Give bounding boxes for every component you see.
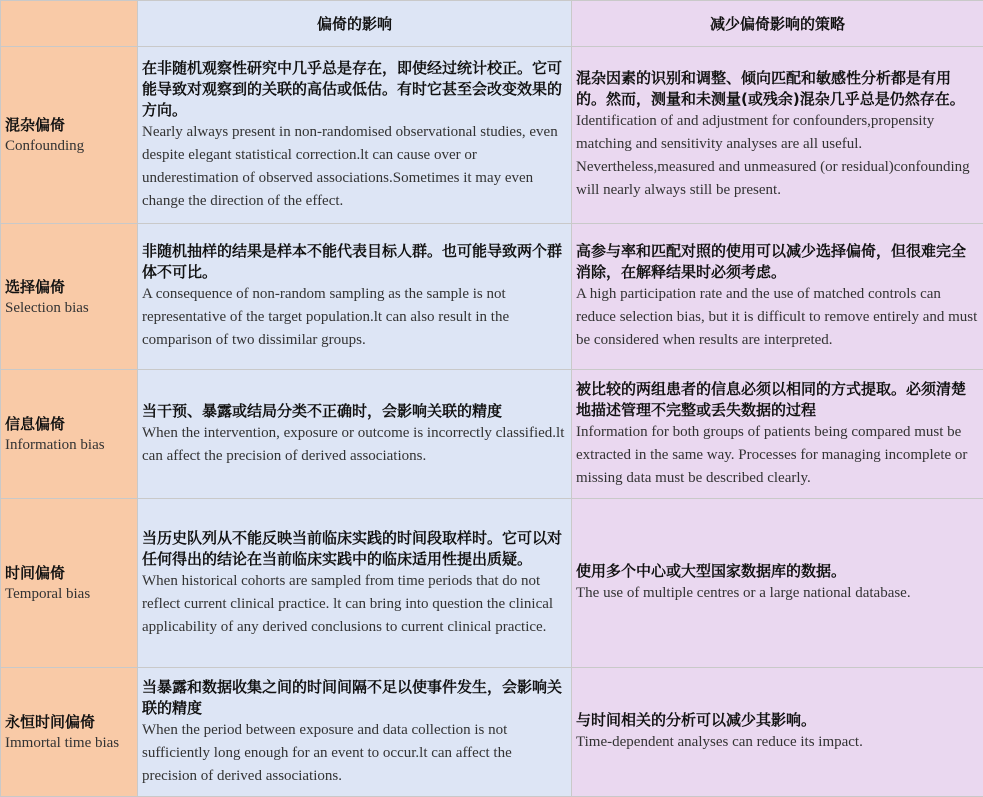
bias-type-cell <box>1 370 138 499</box>
header-effect: 偏倚的影响 <box>138 1 572 47</box>
bias-name-zh: 信息偏倚 <box>5 413 133 435</box>
effect-cell <box>138 224 572 370</box>
strategy-text-zh: 被比较的两组患者的信息必须以相同的方式提取。必须清楚地描述管理不完整或丢失数据的过程 <box>576 379 979 421</box>
strategy-text-en: Time-dependent analyses can reduce its impact. <box>576 731 979 754</box>
strategy-text-zh: 混杂因素的识别和调整、倾向匹配和敏感性分析都是有用的。然而，测量和未测量(或残余)混杂几乎总是仍然存在。 <box>576 68 979 110</box>
strategy-cell <box>572 224 983 370</box>
bias-type-cell <box>1 668 138 797</box>
effect-text-zh: 当干预、暴露或结局分类不正确时，会影响关联的精度 <box>142 401 567 422</box>
effect-cell <box>138 499 572 668</box>
effect-cell <box>138 668 572 797</box>
bias-name-en: Temporal bias <box>5 584 133 604</box>
bias-name-zh: 时间偏倚 <box>5 562 133 584</box>
bias-name-zh: 混杂偏倚 <box>5 114 133 136</box>
bias-name-en: Selection bias <box>5 298 133 318</box>
bias-type-cell <box>1 499 138 668</box>
effect-text-en: Nearly always present in non-randomised observational studies, even despite elegant statistical correction.lt can cause over or underestimation of observed associations.Sometimes it may even change the direction of the effect. <box>142 121 567 213</box>
header-strategy: 减少偏倚影响的策略 <box>572 1 983 47</box>
effect-text-en: A consequence of non-random sampling as the sample is not representative of the target population.lt can also result in the comparison of two dissimilar groups. <box>142 283 567 352</box>
effect-text-en: When historical cohorts are sampled from time periods that do not reflect current clinical practice. lt can bring into question the clinical applicability of any derived conclusions to current clinical practice. <box>142 570 567 639</box>
bias-name-zh: 永恒时间偏倚 <box>5 711 133 733</box>
table-row <box>1 499 983 668</box>
strategy-text-en: Information for both groups of patients being compared must be extracted in the same way. Processes for managing incomplete or missing data must be described clearly. <box>576 421 979 490</box>
table-row <box>1 224 983 370</box>
header-empty-cell <box>1 1 138 47</box>
strategy-text-zh: 使用多个中心或大型国家数据库的数据。 <box>576 561 979 582</box>
strategy-text-en: The use of multiple centres or a large national database. <box>576 582 979 605</box>
effect-text-zh: 当历史队列从不能反映当前临床实践的时间段取样时。它可以对任何得出的结论在当前临床实践中的临床适用性提出质疑。 <box>142 528 567 570</box>
effect-text-en: When the intervention, exposure or outcome is incorrectly classified.lt can affect the precision of derived associations. <box>142 422 567 468</box>
bias-name-en: Information bias <box>5 435 133 455</box>
effect-text-zh: 在非随机观察性研究中几乎总是存在，即使经过统计校正。它可能导致对观察到的关联的高估或低估。有时它甚至会改变效果的方向。 <box>142 58 567 121</box>
effect-cell <box>138 370 572 499</box>
table-row <box>1 668 983 797</box>
strategy-cell <box>572 499 983 668</box>
strategy-text-zh: 高参与率和匹配对照的使用可以减少选择偏倚，但很难完全消除，在解释结果时必须考虑。 <box>576 241 979 283</box>
strategy-text-en: Identification of and adjustment for confounders,propensity matching and sensitivity analyses are all useful. Nevertheless,measured and unmeasured (or residual)confounding will nearly always still be present. <box>576 110 979 202</box>
bias-name-zh: 选择偏倚 <box>5 276 133 298</box>
effect-text-zh: 当暴露和数据收集之间的时间间隔不足以使事件发生，会影响关联的精度 <box>142 677 567 719</box>
header-row <box>1 1 983 47</box>
bias-type-cell <box>1 224 138 370</box>
bias-name-en: Confounding <box>5 136 133 156</box>
strategy-cell <box>572 370 983 499</box>
effect-text-zh: 非随机抽样的结果是样本不能代表目标人群。也可能导致两个群体不可比。 <box>142 241 567 283</box>
strategy-cell <box>572 668 983 797</box>
effect-cell <box>138 47 572 224</box>
bias-name-en: Immortal time bias <box>5 733 133 753</box>
table-row <box>1 370 983 499</box>
strategy-text-en: A high participation rate and the use of matched controls can reduce selection bias, but it is difficult to remove entirely and must be considered when results are interpreted. <box>576 283 979 352</box>
effect-text-en: When the period between exposure and data collection is not sufficiently long enough for an event to occur.lt can affect the precision of derived associations. <box>142 719 567 788</box>
table-row <box>1 47 983 224</box>
strategy-text-zh: 与时间相关的分析可以减少其影响。 <box>576 710 979 731</box>
strategy-cell <box>572 47 983 224</box>
bias-type-cell <box>1 47 138 224</box>
